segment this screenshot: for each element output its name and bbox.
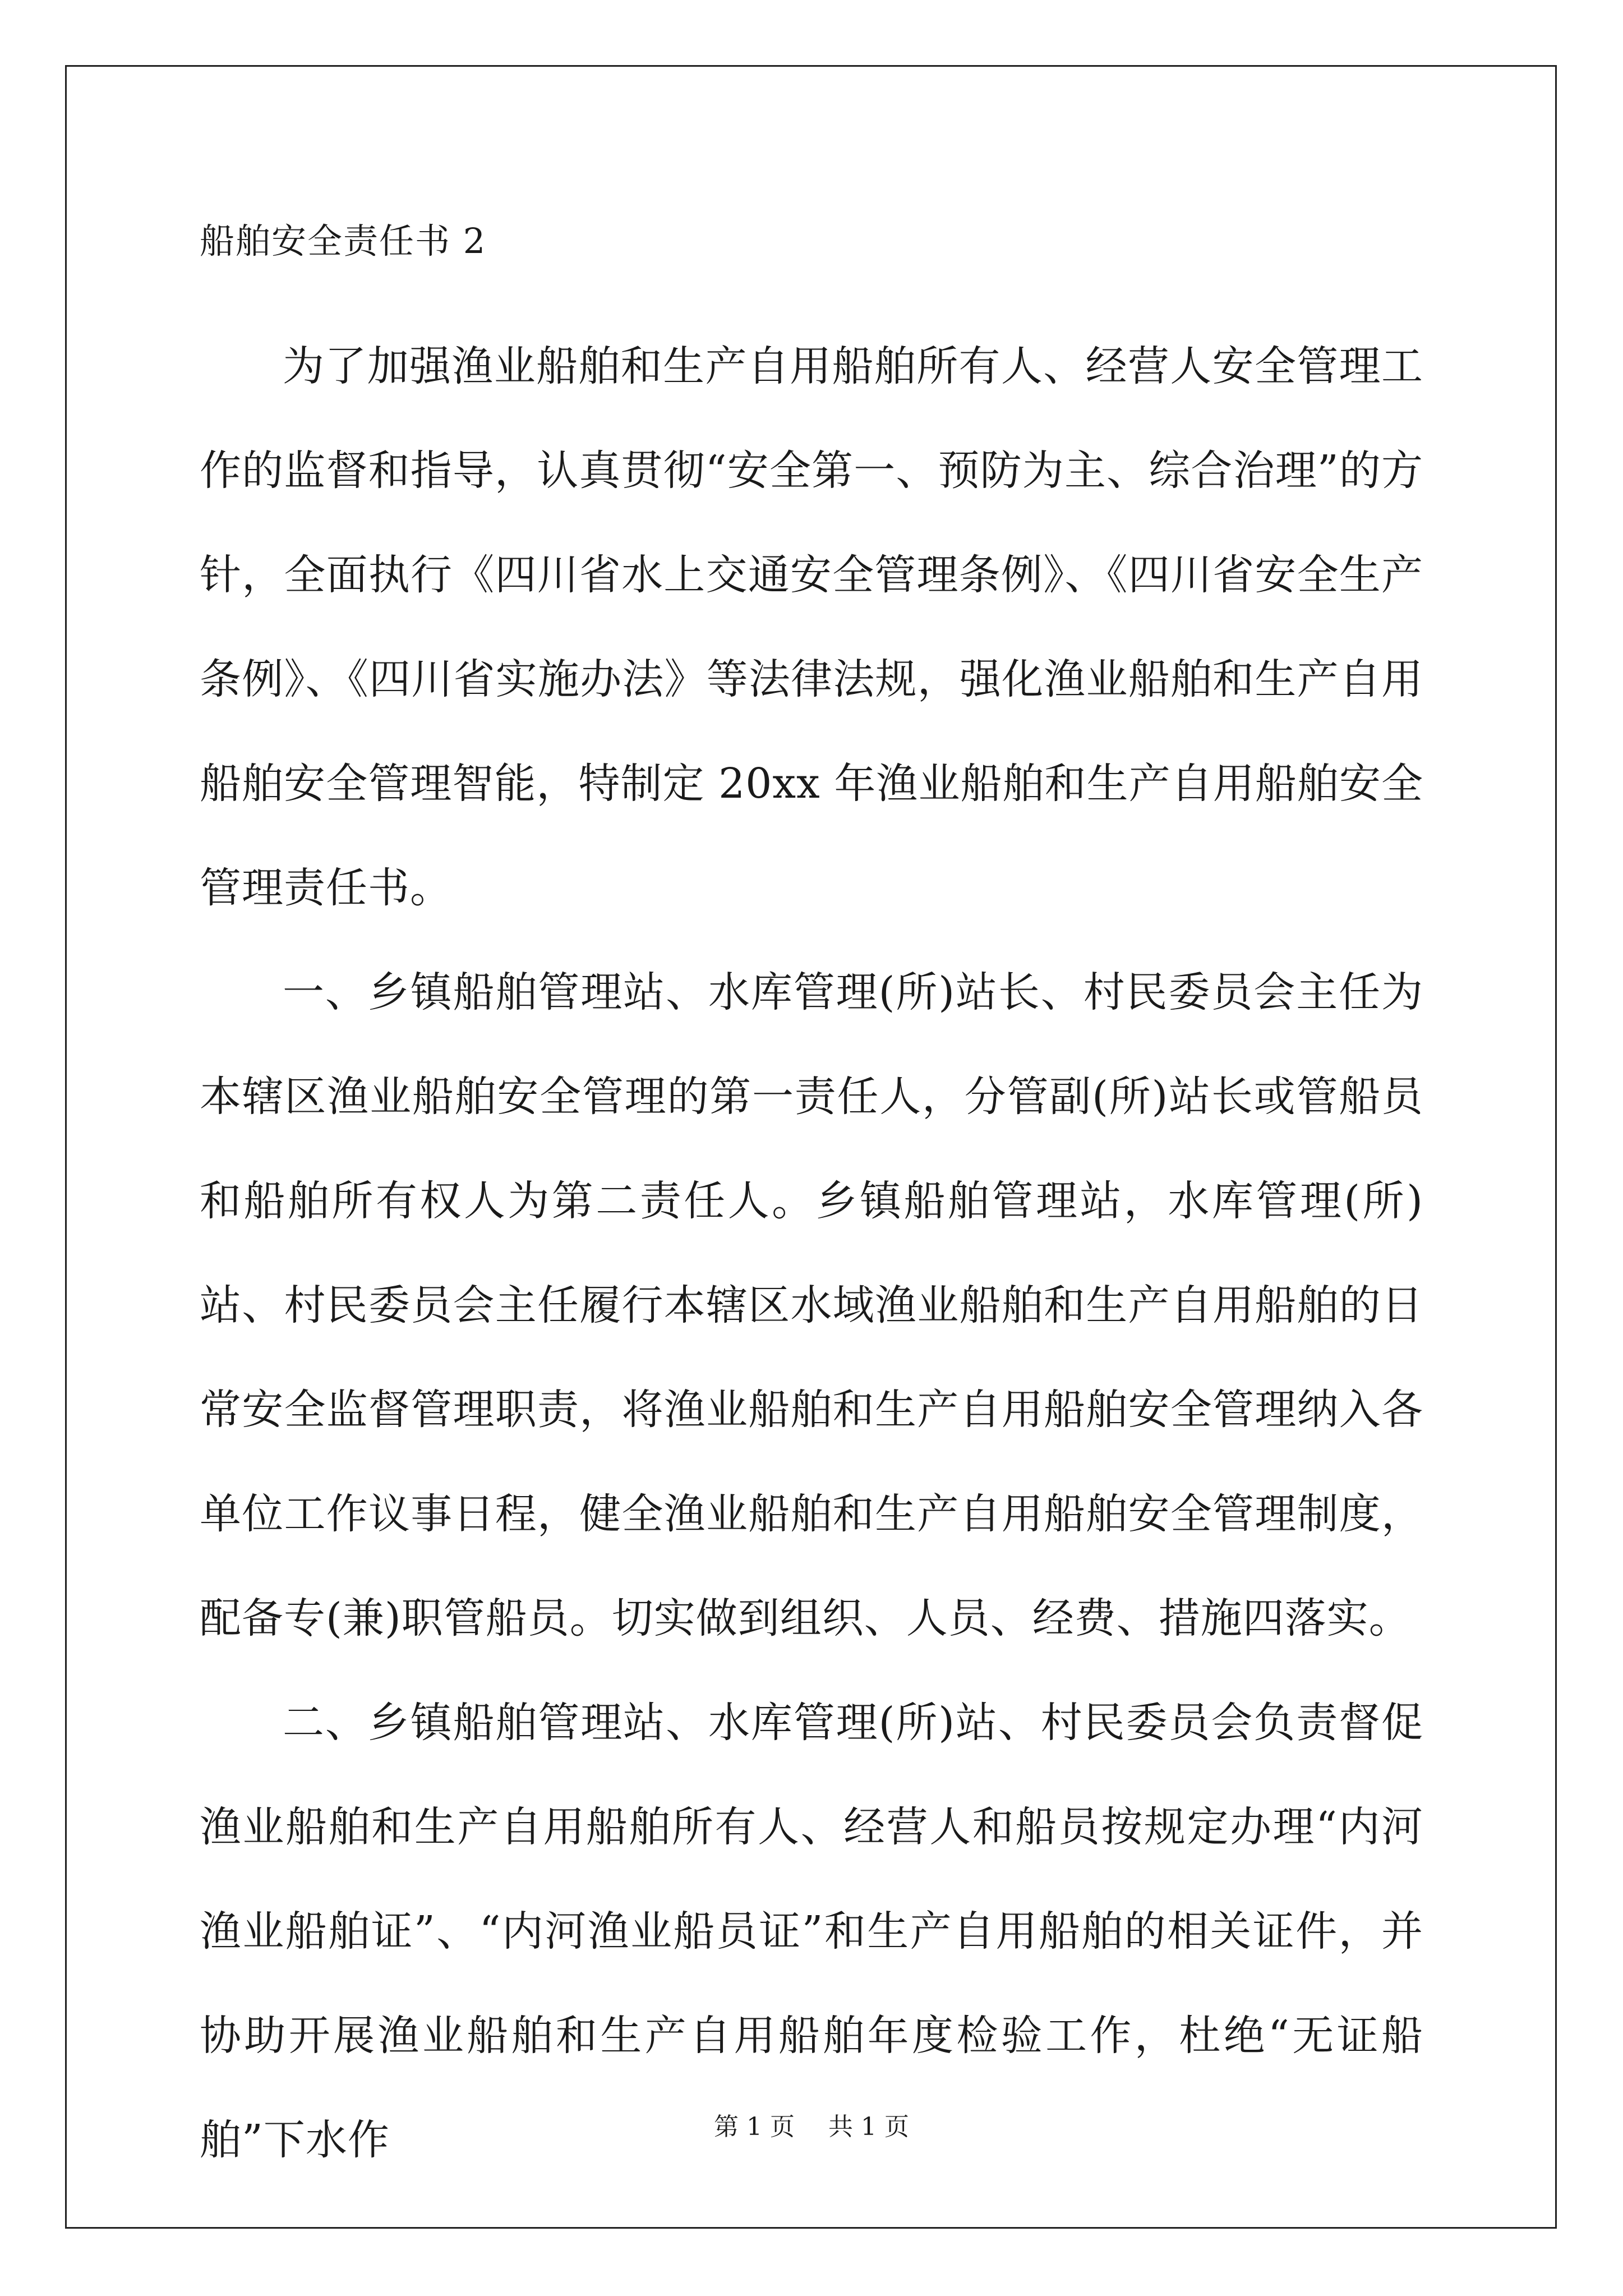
document-title: 船舶安全责任书 2 xyxy=(200,220,487,261)
document-body xyxy=(200,213,1423,2192)
paragraph-section-1: 一、乡镇船舶管理站、水库管理(所)站长、村民委员会主任为本辖区渔业船舶安全管理的第一责任人，分管副(所)站长或管船员和船舶所有权人为第二责任人。乡镇船舶管理站，水库管理(所)站、村民委员会主任履行本辖区水域渔业船舶和生产自用船舶的日常安全监督管理职责，将渔业船舶和生产自用船舶安全管理纳入各单位工作议事日程，健全渔业船舶和生产自用船舶安全管理制度，配备专(兼)职管船员。切实做到组织、人员、经费、措施四落实。 xyxy=(200,968,1423,1642)
page-number: 第 1 页 xyxy=(714,2113,795,2141)
page-total: 共 1 页 xyxy=(828,2113,909,2141)
paragraph-section-2: 二、乡镇船舶管理站、水库管理(所)站、村民委员会负责督促渔业船舶和生产自用船舶所有人、经营人和船员按规定办理“内河渔业船舶证”、“内河渔业船员证”和生产自用船舶的相关证件，并协助开展渔业船舶和生产自用船舶年度检验工作，杜绝“无证船舶”下水作 xyxy=(200,1699,1423,2164)
page-footer xyxy=(0,2110,1623,2144)
paragraph-intro: 为了加强渔业船舶和生产自用船舶所有人、经营人安全管理工作的监督和指导，认真贯彻“安全第一、预防为主、综合治理”的方针，全面执行《四川省水上交通安全管理条例》、《四川省安全生产条例》、《四川省实施办法》等法律法规，强化渔业船舶和生产自用船舶安全管理智能，特制定 20xx 年渔业船舶和生产自用船舶安全管理责任书。 xyxy=(200,342,1423,912)
